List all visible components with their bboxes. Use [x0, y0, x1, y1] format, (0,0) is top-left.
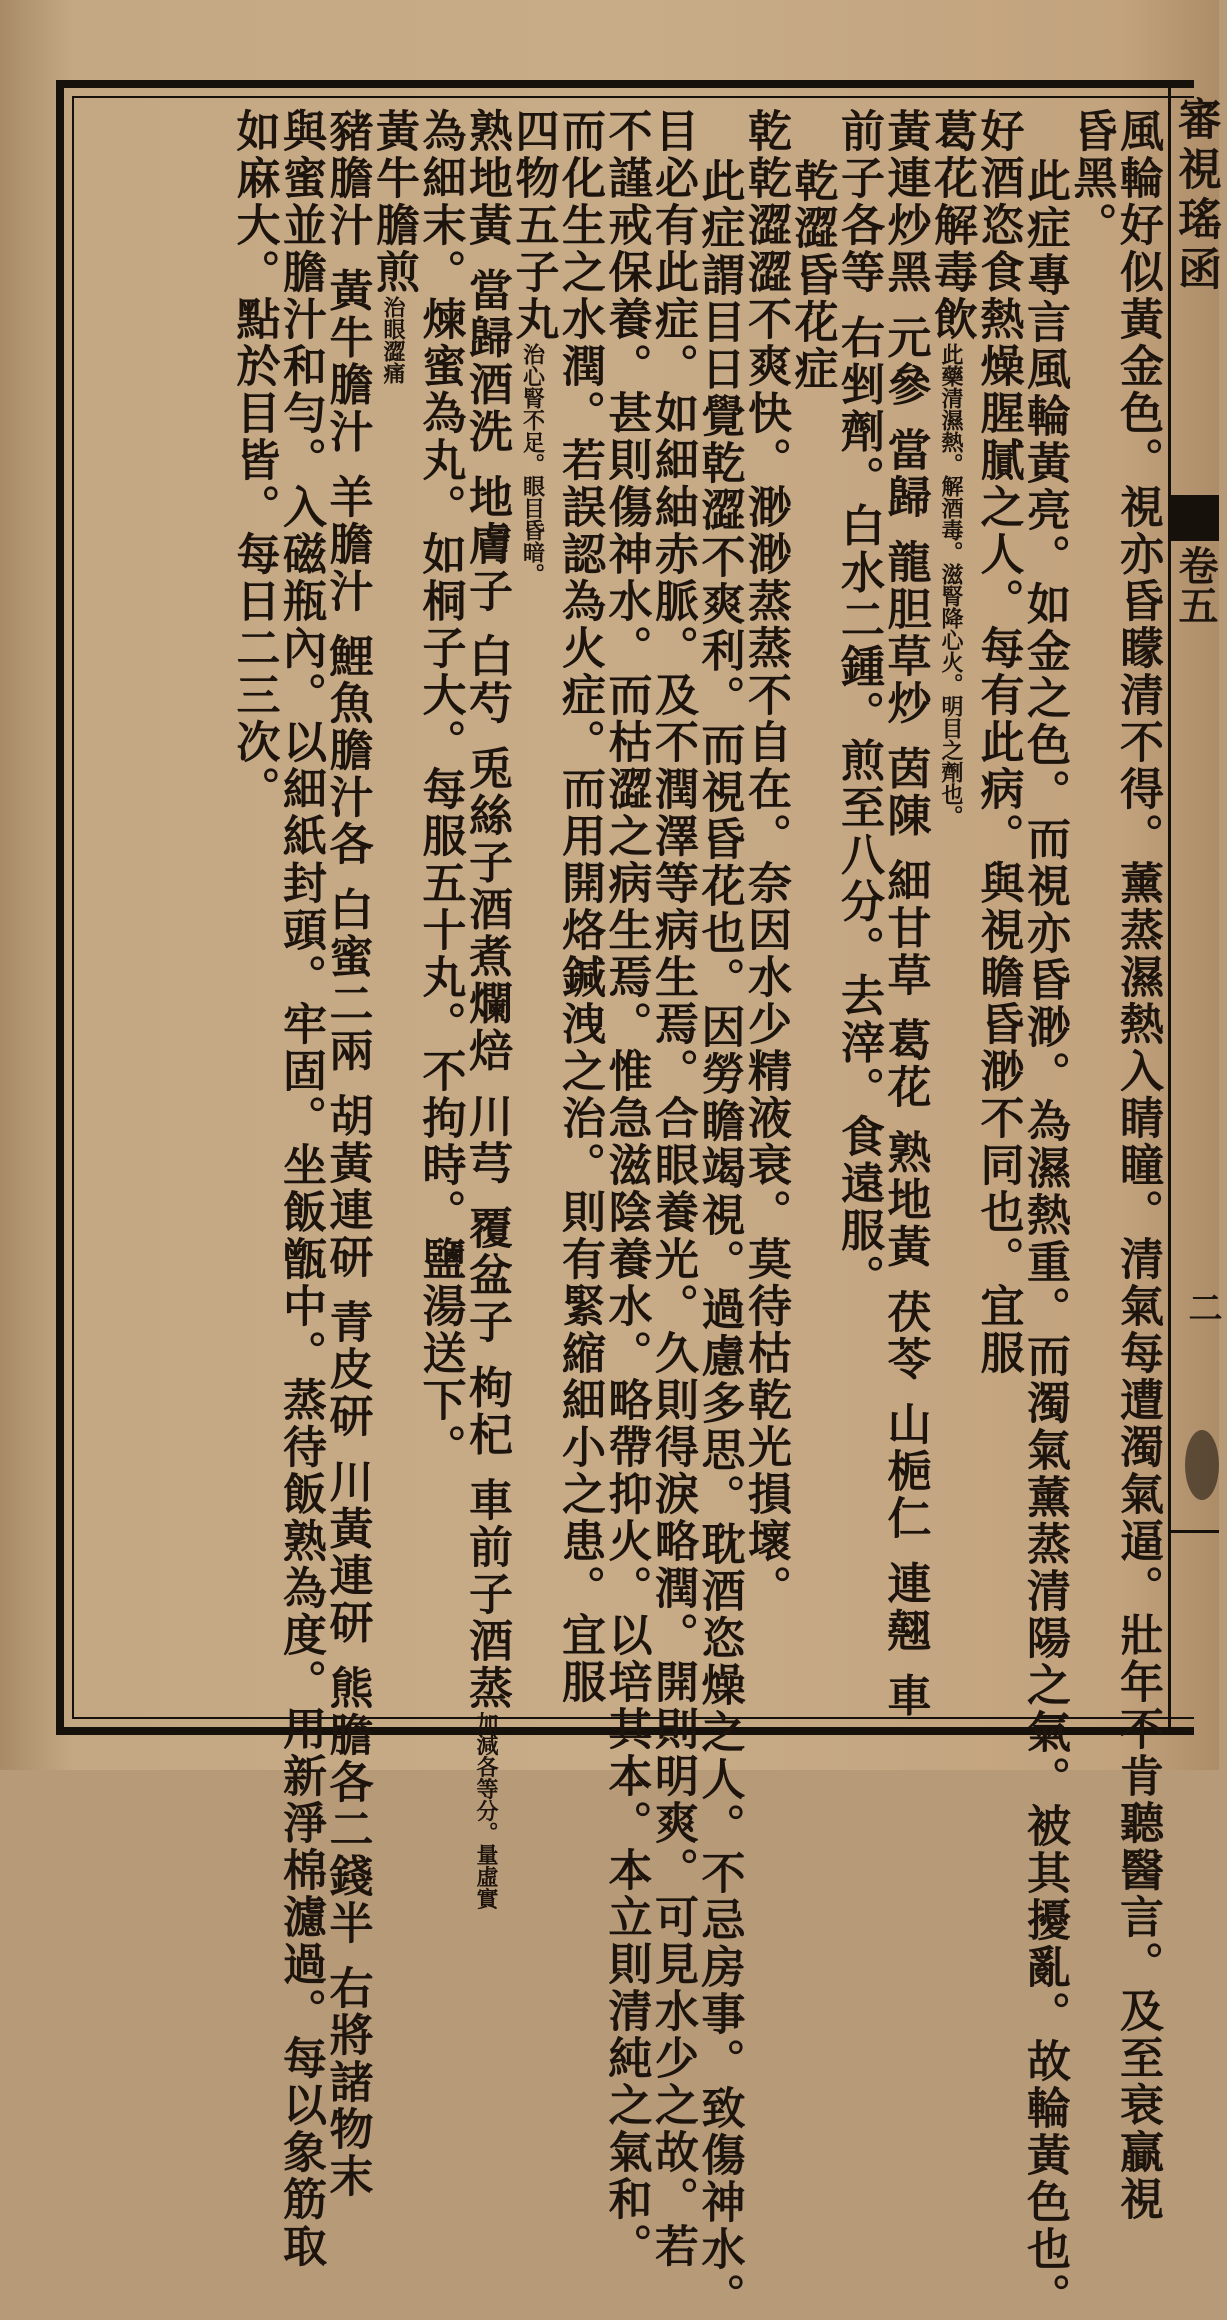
- spine-divider: [1168, 1530, 1219, 1533]
- text-column: 為細末。煉蜜為丸。如桐子大。每服五十丸。不拘時。鹽湯送下。: [414, 108, 466, 1471]
- text-column: 此症謂目日覺乾澀不爽利。而視昏花也。因勞瞻竭視。過慮多思。耽酒恣燥之人。不忌房事。致傷神水。: [693, 158, 745, 2320]
- text-column: 與蜜並膽汁和勻。入磁瓶內。以細紙封頭。牢固。坐飯甑中。蒸待飯熟為度。用新淨棉濾過。每以象筋取: [275, 108, 326, 2270]
- fish-tail-mark: [1168, 495, 1219, 541]
- amount-note: 加減各等分。量虛實: [473, 1711, 499, 1910]
- page-number: 二: [1182, 1290, 1222, 1324]
- prescription-name: 葛花解毒飲: [926, 108, 977, 343]
- text-column: 而化生之水潤。若誤認為火症。而用開烙鍼洩之治。則有緊縮細小之患。宜服: [554, 108, 605, 1706]
- prescription-name: 黃牛膽煎: [368, 108, 419, 296]
- prescription-note: 治心腎不足。眼目昏暗。: [519, 343, 546, 585]
- text-column: 昏黑。: [1065, 108, 1117, 249]
- text-column: 此症專言風輪黃亮。如金之色。而視亦昏渺。為濕熱重。而濁氣薰蒸清陽之氣。被其擾亂。故輪黃色也。: [1019, 158, 1070, 2320]
- prescription-title: [370, 108, 417, 1708]
- text-column: 乾乾澀澀不爽快。渺渺蒸蒸不自在。奈因水少精液衰。莫待枯乾光損壞。: [740, 108, 791, 1612]
- prescription-name: 四物五子丸: [507, 108, 559, 343]
- main-text: [84, 108, 1163, 2320]
- ingredient-column: 豬膽汁 黃牛膽汁 羊膽汁 鯉魚膽汁各 白蜜二兩 胡黃連研 青皮研 川黃連研 熊膽各二錢半 右將諸物末: [321, 108, 373, 2200]
- prescription-note: 治眼澀痛: [380, 296, 406, 384]
- ingredient-column: 黃連炒黑 元參 當歸 龍胆草炒 茵陳 細甘草 葛花 熟地黃 茯苓 山梔仁 連翹 車: [879, 108, 931, 1720]
- prescription-title: [507, 108, 559, 1708]
- section-heading: 乾澀昏花症: [786, 158, 838, 393]
- volume-label: 卷五: [1172, 545, 1219, 625]
- text-column: 不謹戒保養。甚則傷神水。而枯澀之病生焉。惟急滋陰養水。略帶抑火。以培其本。本立則清純之氣和。: [600, 108, 652, 2270]
- text-column: 目必有此症。如細紬赤脈。及不潤澤等病生焉。合眼養光。久則得淚略潤。開則明爽。可見水少之故。若: [647, 108, 698, 2270]
- book-title: 審視瑤函: [1170, 96, 1221, 296]
- text-column: 如麻大。點於目皆。每日二三次。: [228, 108, 280, 813]
- ingredient-column: 熟地黃 當歸酒洗 地膚子 白芍 兎絲子酒煮爛焙 川芎 覆盆子 枸杞 車前子酒蒸加減各等分。量虛實: [461, 108, 512, 1910]
- ingredient-column: 前子各等 右剉劑。白水二鍾。煎至八分。去滓。食遠服。: [833, 108, 884, 1302]
- text-column: 風輪好似黃金色。視亦昏矇清不得。薰蒸濕熱入睛瞳。清氣每遭濁氣逼。壯年不肯聽醫言。及至衰贏視: [1112, 108, 1163, 2223]
- ink-stain: [1185, 1430, 1219, 1500]
- text-column: 好酒恣食熱燥腥膩之人。每有此病。與視瞻昏渺不同也。宜服: [972, 108, 1024, 1377]
- prescription-note: 此藥清濕熱。解酒毒。滋腎降心火。明目之劑也。: [938, 343, 964, 827]
- prescription-title: [928, 108, 975, 1708]
